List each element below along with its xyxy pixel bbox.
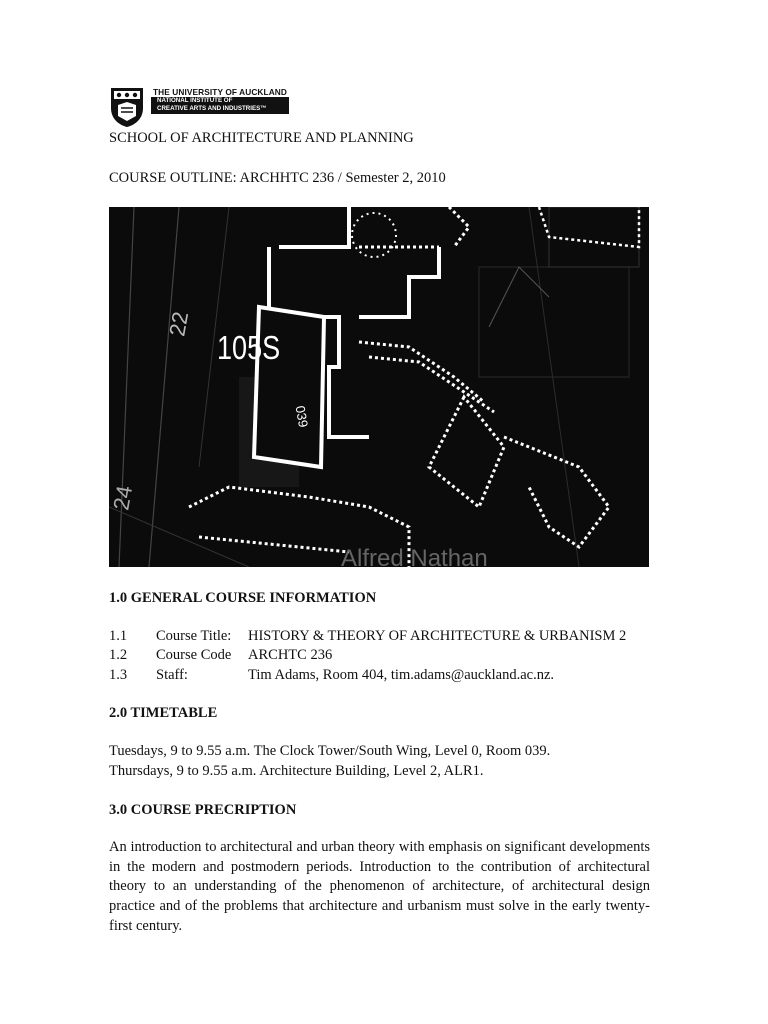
course-outline-title: COURSE OUTLINE: ARCHHTC 236 / Semester 2, 2010 — [109, 170, 446, 186]
institute-line-2: CREATIVE ARTS AND INDUSTRIES™ — [157, 105, 267, 112]
map-label-alfred-nathan: Alfred Nathan — [341, 545, 488, 572]
map-label-22: 22 — [164, 309, 194, 339]
row-value: HISTORY & THEORY OF ARCHITECTURE & URBANISM 2 — [248, 628, 627, 644]
row-key: Staff: — [156, 667, 188, 683]
course-prescription-paragraph: An introduction to architectural and urban theory with emphasis on significant developments in the modern and postmodern periods. Introduction to the contribution of architectural theory to an understanding of the phenomenon of architecture, of architectural design practice and of the problems that architecture and urbanism must solve in the early twenty-first century. — [109, 839, 650, 934]
row-number: 1.1 — [109, 628, 128, 644]
section-3-heading: 3.0 COURSE PRECRIPTION — [109, 802, 297, 818]
university-crest-icon — [109, 86, 145, 128]
campus-map-image — [108, 207, 649, 572]
row-number: 1.2 — [109, 647, 128, 663]
institute-line-1: NATIONAL INSTITUTE OF — [157, 97, 233, 104]
map-label-039: 039 — [292, 404, 312, 429]
university-logo — [109, 86, 299, 130]
row-key: Course Title: — [156, 628, 232, 644]
timetable-line-2: Thursdays, 9 to 9.55 a.m. Architecture Building, Level 2, ALR1. — [109, 763, 484, 779]
section-1-heading: 1.0 GENERAL COURSE INFORMATION — [109, 590, 377, 606]
timetable-line-1: Tuesdays, 9 to 9.55 a.m. The Clock Tower/South Wing, Level 0, Room 039. — [109, 743, 551, 759]
campus-map-drawing — [109, 207, 649, 567]
school-name: SCHOOL OF ARCHITECTURE AND PLANNING — [109, 130, 414, 146]
row-value: ARCHTC 236 — [248, 647, 333, 663]
staff-contact: Tim Adams, Room 404, tim.adams@auckland.ac.nz. — [248, 667, 555, 683]
map-label-105s: 105S — [217, 329, 281, 366]
map-label-24: 24 — [108, 483, 138, 513]
university-name: THE UNIVERSITY OF AUCKLAND — [153, 87, 287, 97]
institute-name-bar — [151, 97, 289, 114]
row-number: 1.3 — [109, 667, 128, 683]
row-key: Course Code — [156, 647, 232, 663]
section-2-heading: 2.0 TIMETABLE — [109, 705, 218, 721]
